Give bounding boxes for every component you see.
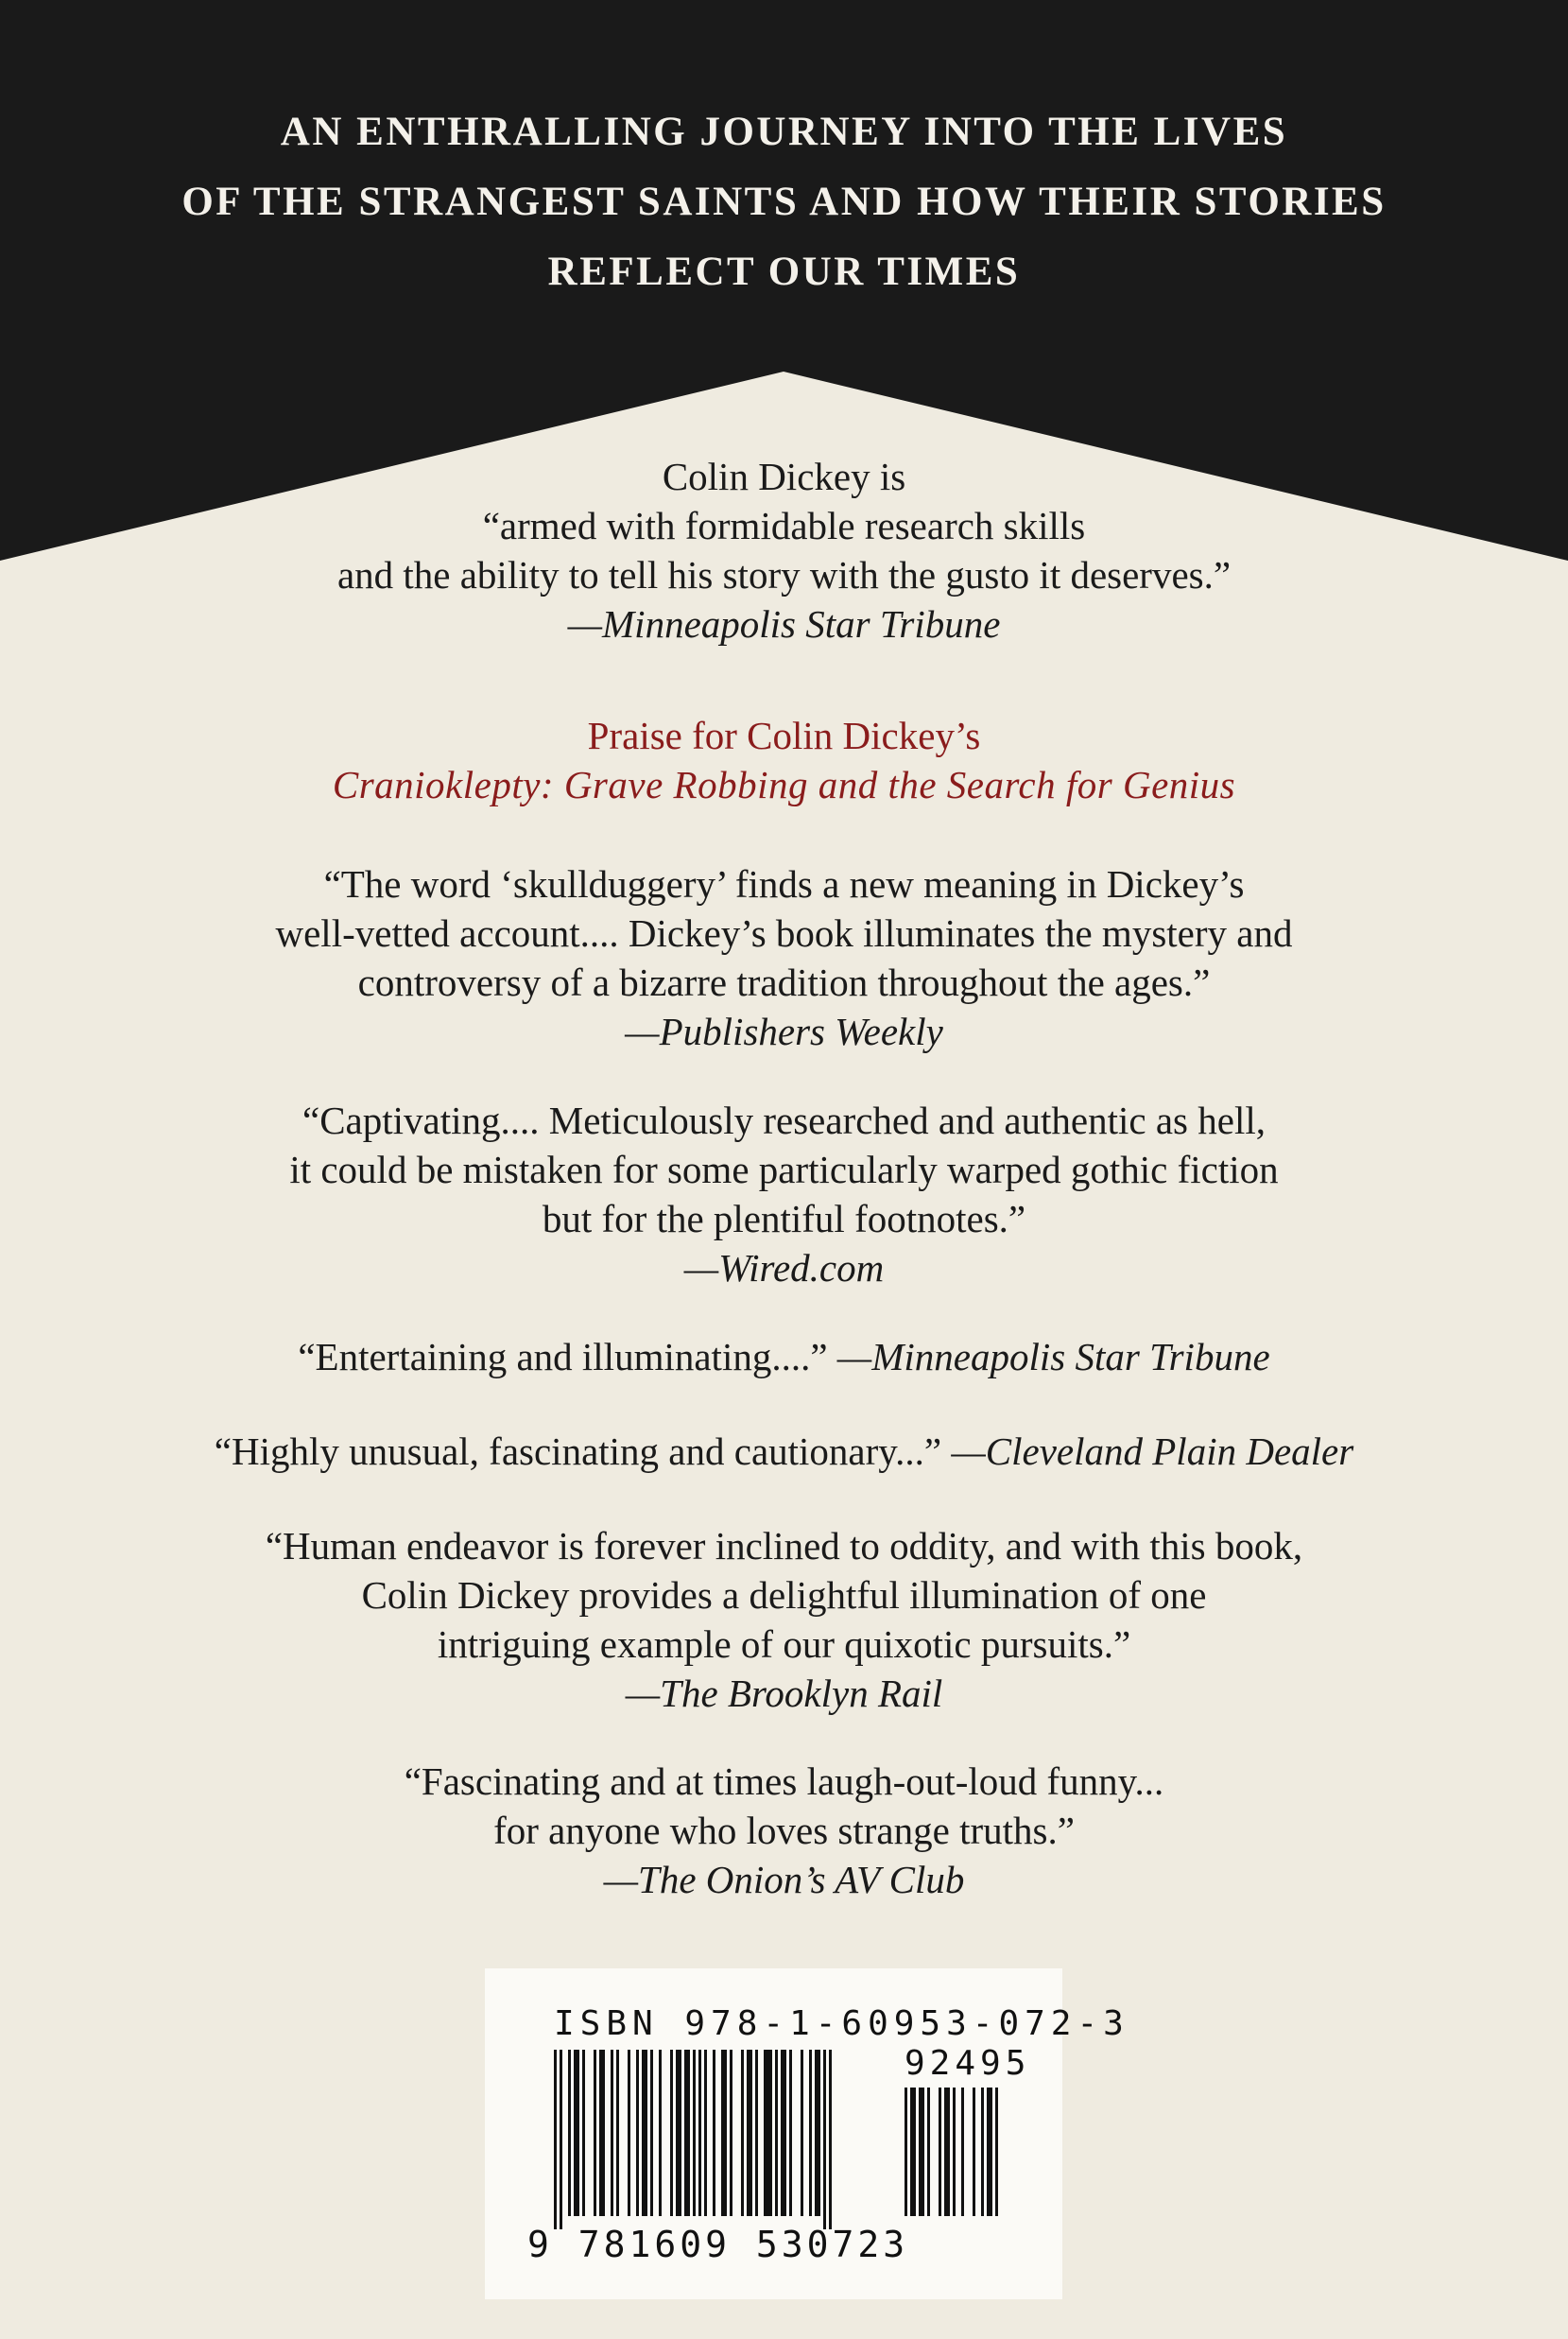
barcode-bar	[961, 2088, 964, 2216]
barcode-bar	[554, 2050, 557, 2229]
quote-source: —Publishers Weekly	[625, 1010, 943, 1053]
quote-line: it could be mistaken for some particularly warped gothic fiction	[289, 1148, 1279, 1191]
lead-quote-source: —Minneapolis Star Tribune	[567, 602, 1001, 646]
quote-publishers-weekly	[0, 859, 1568, 1056]
quote-wired	[0, 1096, 1568, 1292]
barcode-bar	[560, 2050, 562, 2229]
quote-source: —Wired.com	[683, 1246, 885, 1290]
barcode-bar	[642, 2050, 647, 2216]
barcode-bar	[823, 2050, 826, 2229]
barcode-bar	[919, 2088, 924, 2216]
barcode-bar	[676, 2050, 681, 2216]
barcode-bar	[713, 2050, 715, 2216]
barcode-bar	[684, 2050, 690, 2216]
praise-heading: Praise for Colin Dickey’s	[587, 714, 981, 757]
barcode-bar	[636, 2050, 639, 2216]
barcode-bar	[574, 2050, 579, 2216]
barcode-bar	[594, 2050, 596, 2216]
quote-line: controversy of a bizarre tradition throughout the ages.”	[357, 961, 1211, 1004]
quote-source: —Minneapolis Star Tribune	[836, 1335, 1270, 1378]
price-code: 92495	[905, 2044, 1031, 2083]
quote-plain-dealer	[0, 1427, 1568, 1476]
lead-quote-line-2: “armed with formidable research skills	[482, 504, 1086, 547]
barcode-bar	[987, 2088, 992, 2216]
headline-line-1: AN ENTHRALLING JOURNEY INTO THE LIVES	[280, 110, 1288, 154]
quote-line: Colin Dickey provides a delightful illumination of one	[361, 1573, 1207, 1617]
ean-barcode	[554, 2050, 890, 2231]
praise-header	[0, 711, 1568, 809]
quote-source: —The Onion’s AV Club	[603, 1858, 965, 1901]
quote-line: for anyone who loves strange truths.”	[493, 1809, 1075, 1852]
barcode-bar	[599, 2050, 605, 2216]
quote-text: “Highly unusual, fascinating and cautionary...”	[214, 1429, 952, 1473]
barcode-bar	[829, 2050, 832, 2229]
barcode-bar	[611, 2050, 613, 2216]
barcode-bar	[995, 2088, 998, 2216]
barcode-bar	[650, 2050, 653, 2216]
isbn-text: ISBN 978-1-60953-072-3	[554, 2004, 1129, 2043]
barcode-bar	[582, 2050, 585, 2216]
barcode-bar	[953, 2088, 956, 2216]
barcode-bar	[944, 2088, 950, 2216]
barcode-bar	[721, 2050, 727, 2216]
quote-star-tribune	[0, 1332, 1568, 1381]
quote-brooklyn-rail	[0, 1521, 1568, 1718]
quote-line: but for the plentiful footnotes.”	[542, 1197, 1026, 1240]
barcode-bar	[939, 2088, 941, 2216]
quote-line: intriguing example of our quixotic pursuits.”	[437, 1622, 1131, 1666]
quote-line: well-vetted account.... Dickey’s book illuminates the mystery and	[275, 911, 1293, 955]
barcode-bar	[741, 2050, 744, 2216]
quote-line: “The word ‘skullduggery’ finds a new meaning in Dickey’s	[323, 862, 1245, 906]
barcode-bar	[659, 2050, 662, 2216]
barcode-bar	[809, 2050, 812, 2216]
barcode-bar	[789, 2050, 792, 2216]
lead-quote-line-1: Colin Dickey is	[662, 455, 906, 498]
quote-source: —Cleveland Plain Dealer	[951, 1429, 1354, 1473]
barcode-bar	[764, 2050, 772, 2216]
quote-line: “Human endeavor is forever inclined to oddity, and with this book,	[265, 1524, 1303, 1568]
barcode-bar	[905, 2088, 907, 2216]
quote-line: “Captivating.... Meticulously researched and authentic as hell,	[302, 1099, 1266, 1142]
barcode-bar	[781, 2050, 786, 2216]
barcode-bar	[755, 2050, 758, 2216]
price-addon-barcode	[905, 2088, 1051, 2231]
barcode-bar	[801, 2050, 803, 2216]
barcode-bar	[927, 2088, 930, 2216]
quote-line: “Fascinating and at times laugh-out-loud funny...	[404, 1759, 1164, 1803]
barcode-bar	[973, 2088, 975, 2216]
quote-text: “Entertaining and illuminating....”	[298, 1335, 837, 1378]
barcode-bar	[704, 2050, 707, 2216]
headline-line-2: OF THE STRANGEST SAINTS AND HOW THEIR STORIES	[181, 180, 1387, 224]
lead-quote-line-3: and the ability to tell his story with the gusto it deserves.”	[336, 553, 1232, 597]
barcode-bar	[616, 2050, 619, 2216]
quote-av-club	[0, 1757, 1568, 1904]
barcode-bar	[693, 2050, 696, 2216]
barcode-bar	[628, 2050, 630, 2216]
barcode-bar	[698, 2050, 701, 2216]
headline-line-3: REFLECT OUR TIMES	[547, 250, 1021, 294]
barcode-bar	[910, 2088, 916, 2216]
barcode-bar	[815, 2050, 820, 2216]
praise-book-title: Cranioklepty: Grave Robbing and the Search for Genius	[332, 763, 1236, 806]
barcode-bar	[981, 2088, 984, 2216]
barcode-bar	[775, 2050, 778, 2216]
lead-quote	[0, 452, 1568, 649]
barcode-bar	[670, 2050, 673, 2216]
barcode-bar	[730, 2050, 732, 2216]
barcode-bar	[747, 2050, 752, 2216]
ean-digits: 9 781609 530723	[527, 2224, 909, 2265]
headline	[0, 97, 1568, 307]
barcode-bar	[568, 2050, 571, 2216]
quote-source: —The Brooklyn Rail	[625, 1672, 943, 1715]
